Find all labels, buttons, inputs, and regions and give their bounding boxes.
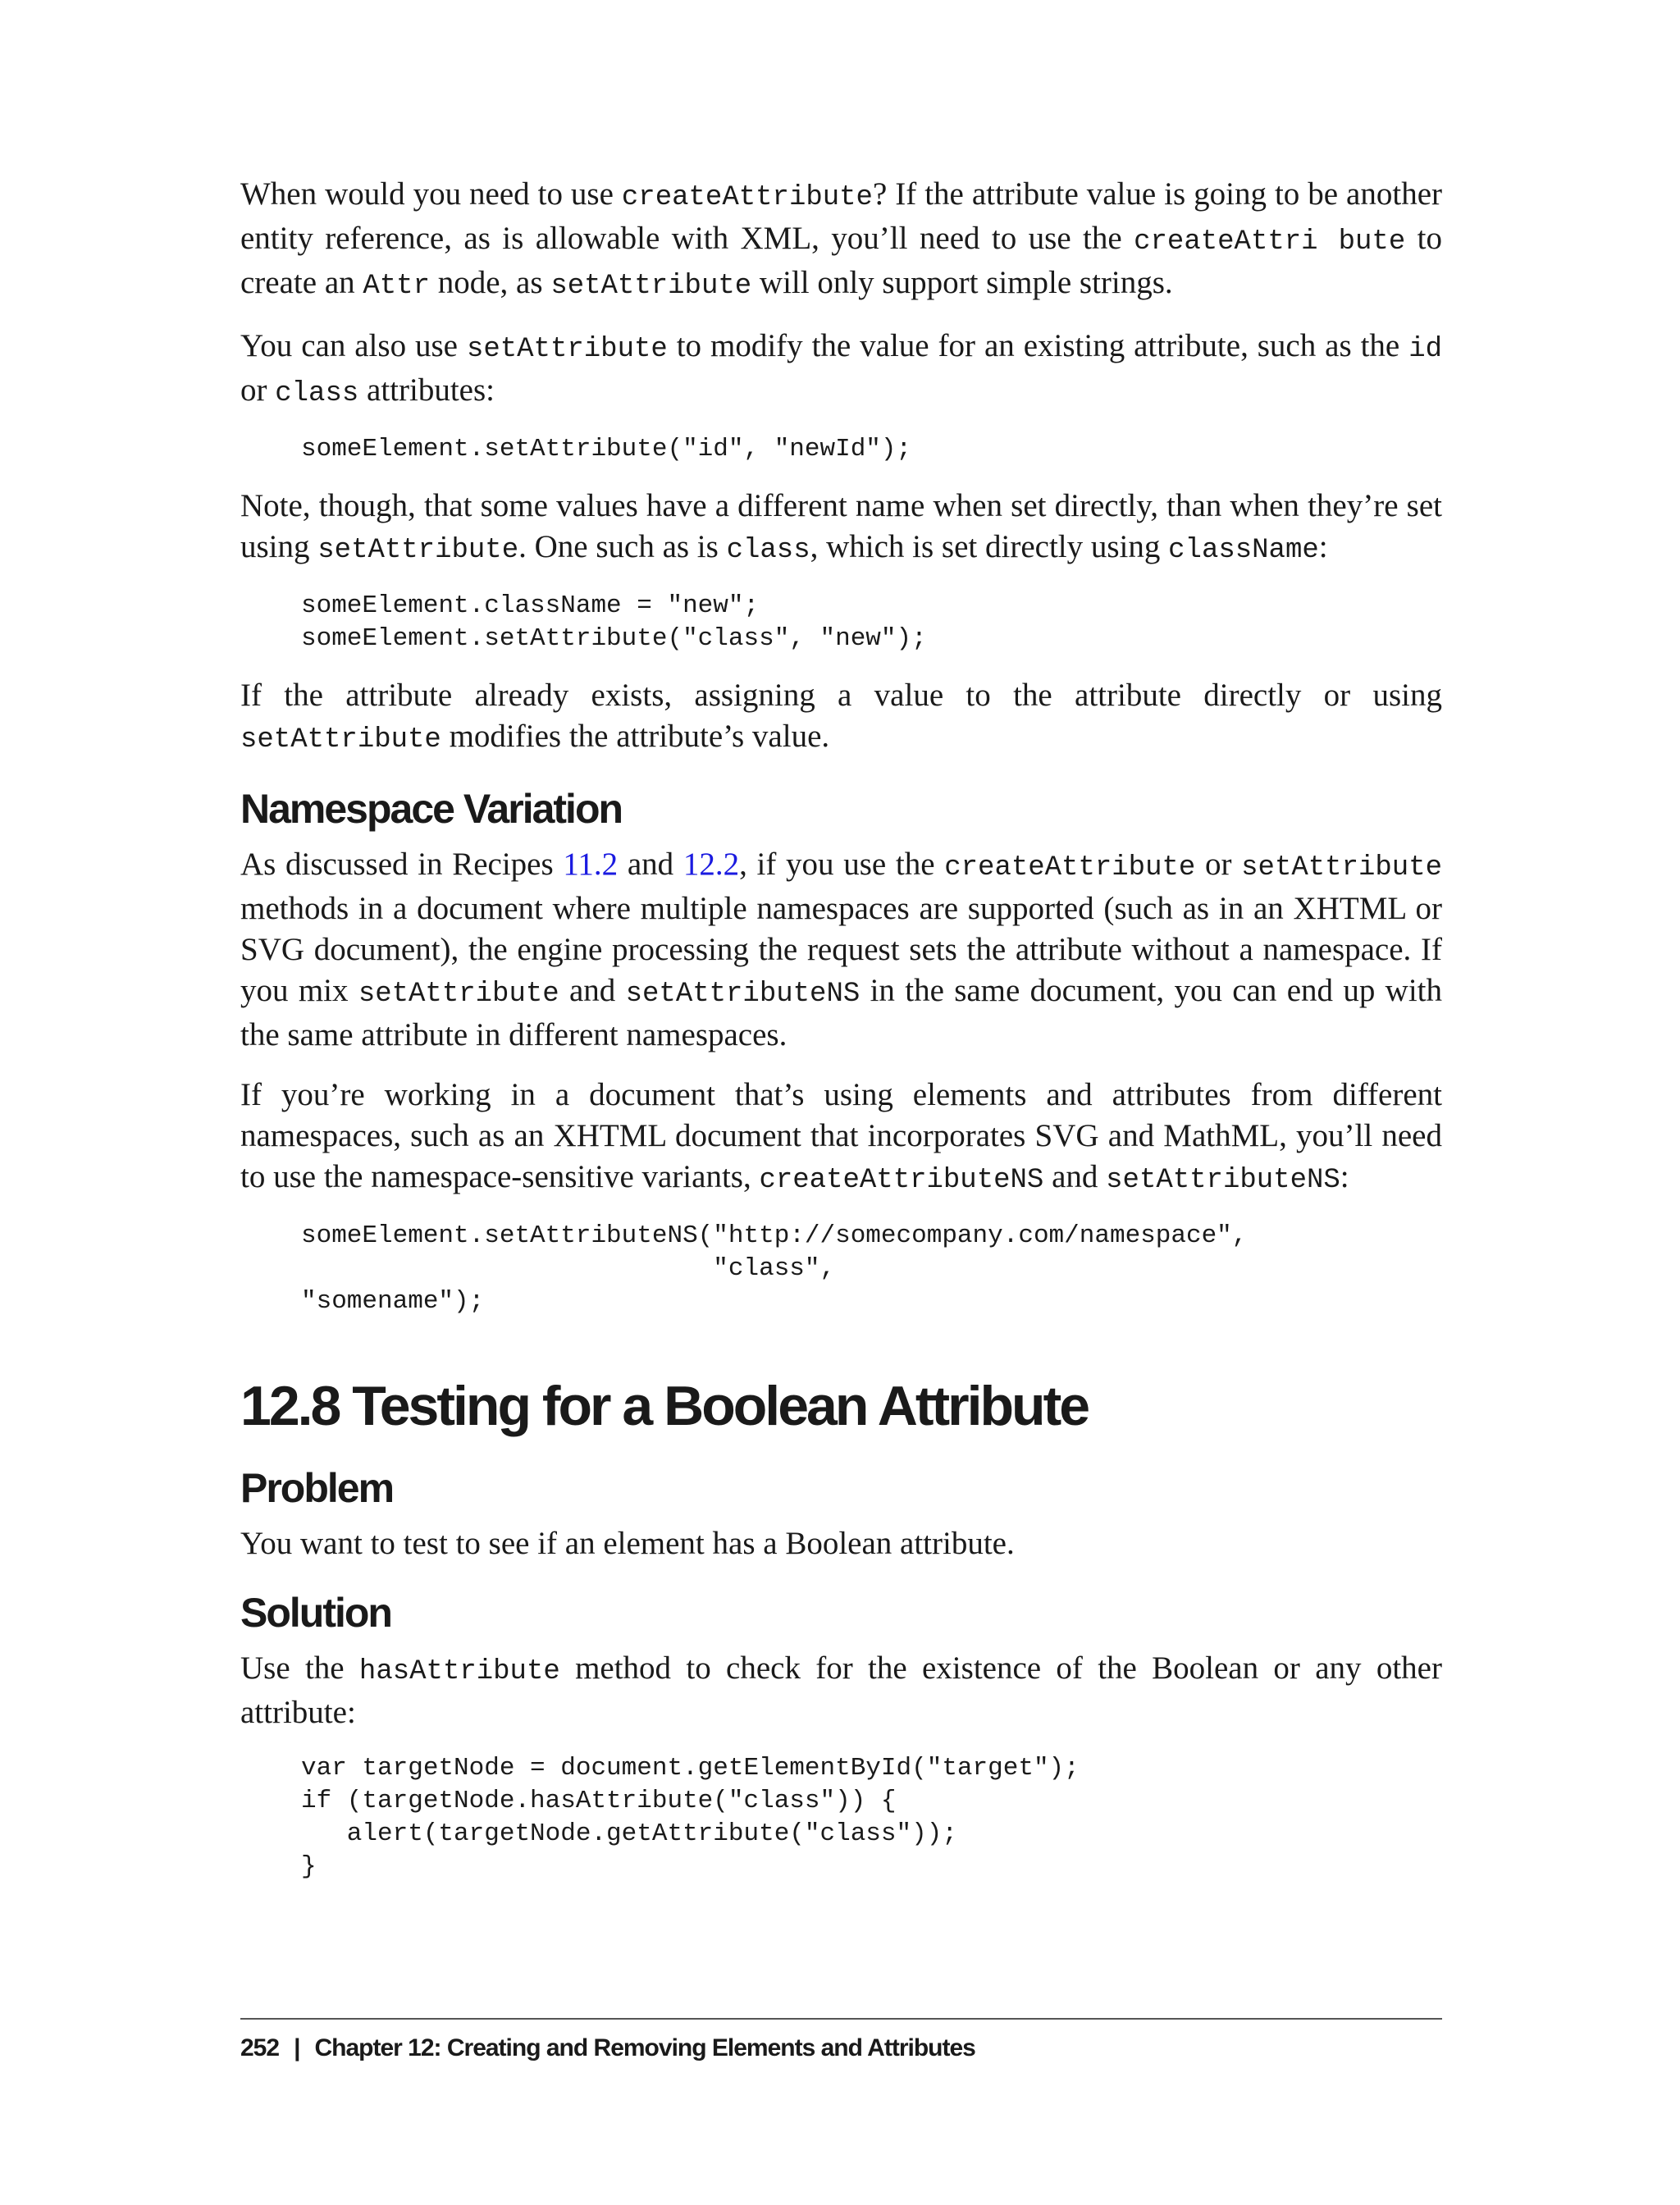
code-inline: class: [726, 535, 810, 566]
paragraph-create-attribute: [240, 174, 1442, 307]
chapter-title: Chapter 12: Creating and Removing Elements and Attributes: [314, 2034, 975, 2061]
footer-rule: [240, 2018, 1442, 2020]
heading-problem: Problem: [240, 1465, 394, 1511]
text-run: or: [1195, 847, 1242, 882]
text-run: ? If the attribute value is going to be another entity reference, as is allowable with XML, you’ll need to use the: [240, 176, 1442, 256]
text-run: and: [618, 847, 683, 882]
heading-namespace-variation: Namespace Variation: [240, 786, 623, 832]
text-run: You can also use: [240, 328, 467, 363]
text-run: , if you use the: [739, 847, 945, 882]
code-inline: Attr: [363, 271, 430, 302]
text-run: , which is set directly using: [810, 529, 1169, 564]
code-inline: createAttribute: [621, 182, 873, 213]
code-inline: setAttribute: [358, 979, 559, 1010]
code-inline: id: [1408, 334, 1442, 365]
text-run: node, as: [430, 265, 551, 300]
text-run: to create an: [240, 221, 1442, 300]
code-inline: setAttribute: [550, 271, 752, 302]
code-inline: className: [1168, 535, 1319, 566]
code-inline: class: [275, 378, 359, 409]
paragraph-namespace-sensitive: [240, 1075, 1442, 1201]
code-inline: setAttribute: [317, 535, 519, 566]
text-run: If you’re working in a document that’s using elements and attributes from different namespaces, such as an XHTML document that incorporates SVG and MathML, you’ll need to use the namespace-sensitive variants,: [240, 1077, 1442, 1194]
text-run: :: [1318, 529, 1328, 564]
paragraph-problem: You want to test to see if an element has a Boolean attribute.: [240, 1526, 1015, 1561]
text-run: attributes:: [358, 372, 495, 408]
page-number: 252: [240, 2034, 280, 2061]
code-inline: setAttributeNS: [625, 979, 861, 1010]
text-run: method to check for the existence of the Boolean or any other attribute:: [240, 1650, 1442, 1730]
recipe-link-12-2[interactable]: 12.2: [682, 847, 740, 882]
code-inline: setAttribute: [1241, 852, 1442, 883]
code-block-set-attribute-ns: someElement.setAttributeNS("http://somecompany.com/namespace", "class", "somename");: [301, 1221, 1248, 1316]
code-inline: createAttributeNS: [759, 1165, 1044, 1196]
paragraph-existing-attribute: [240, 675, 1442, 760]
code-inline: hasAttribute: [358, 1656, 560, 1687]
footer-separator: |: [294, 2034, 300, 2061]
text-run: modifies the attribute’s value.: [441, 719, 830, 754]
code-block-classname: someElement.className = "new"; someElement.setAttribute("class", "new");: [301, 591, 927, 653]
text-run: and: [559, 973, 626, 1008]
footer-text: [240, 2034, 1442, 2062]
text-run: :: [1340, 1159, 1349, 1194]
paragraph-modify-attribute: [240, 326, 1442, 414]
text-run: or: [240, 372, 276, 408]
code-inline: setAttributeNS: [1106, 1165, 1340, 1196]
paragraph-namespaces: [240, 844, 1442, 1056]
text-run: will only support simple strings.: [751, 265, 1173, 300]
text-run: methods in a document where multiple namespaces are supported (such as in an XHTML or SVG document), the engine processing the request sets the attribute without a namespace. If you mix: [240, 891, 1442, 1008]
recipe-link-11-2[interactable]: 11.2: [563, 847, 619, 882]
heading-solution: Solution: [240, 1590, 391, 1636]
text-run: When would you need to use: [240, 176, 622, 212]
paragraph-classname-note: [240, 486, 1442, 571]
code-block-has-attribute: var targetNode = document.getElementById("target"); if (targetNode.hasAttribute("class")) { alert(targetNode.getAttribute("class")); }: [301, 1754, 1080, 1881]
page-content: [240, 174, 1442, 1903]
code-inline: setAttribute: [466, 334, 668, 365]
text-run: and: [1043, 1159, 1107, 1194]
text-run: . One such as is: [518, 529, 727, 564]
text-run: Note, though, that some values have a different name when set directly, than when they’re set using: [240, 488, 1442, 564]
text-run: in the same document, you can end up with the same attribute in different namespaces.: [240, 973, 1443, 1052]
text-run: If the attribute already exists, assigning a value to the attribute directly or using: [240, 678, 1442, 713]
page-footer: [240, 2018, 1442, 2062]
code-inline: createAttri bute: [1134, 226, 1406, 258]
recipe-title: 12.8 Testing for a Boolean Attribute: [240, 1375, 1089, 1437]
code-inline: createAttribute: [944, 852, 1196, 883]
code-inline: setAttribute: [240, 724, 441, 756]
text-run: to modify the value for an existing attribute, such as the: [667, 328, 1409, 363]
text-run: Use the: [240, 1650, 359, 1686]
paragraph-solution: [240, 1648, 1442, 1733]
text-run: As discussed in Recipes: [240, 847, 564, 882]
code-block-set-id: someElement.setAttribute("id", "newId");: [301, 435, 912, 463]
